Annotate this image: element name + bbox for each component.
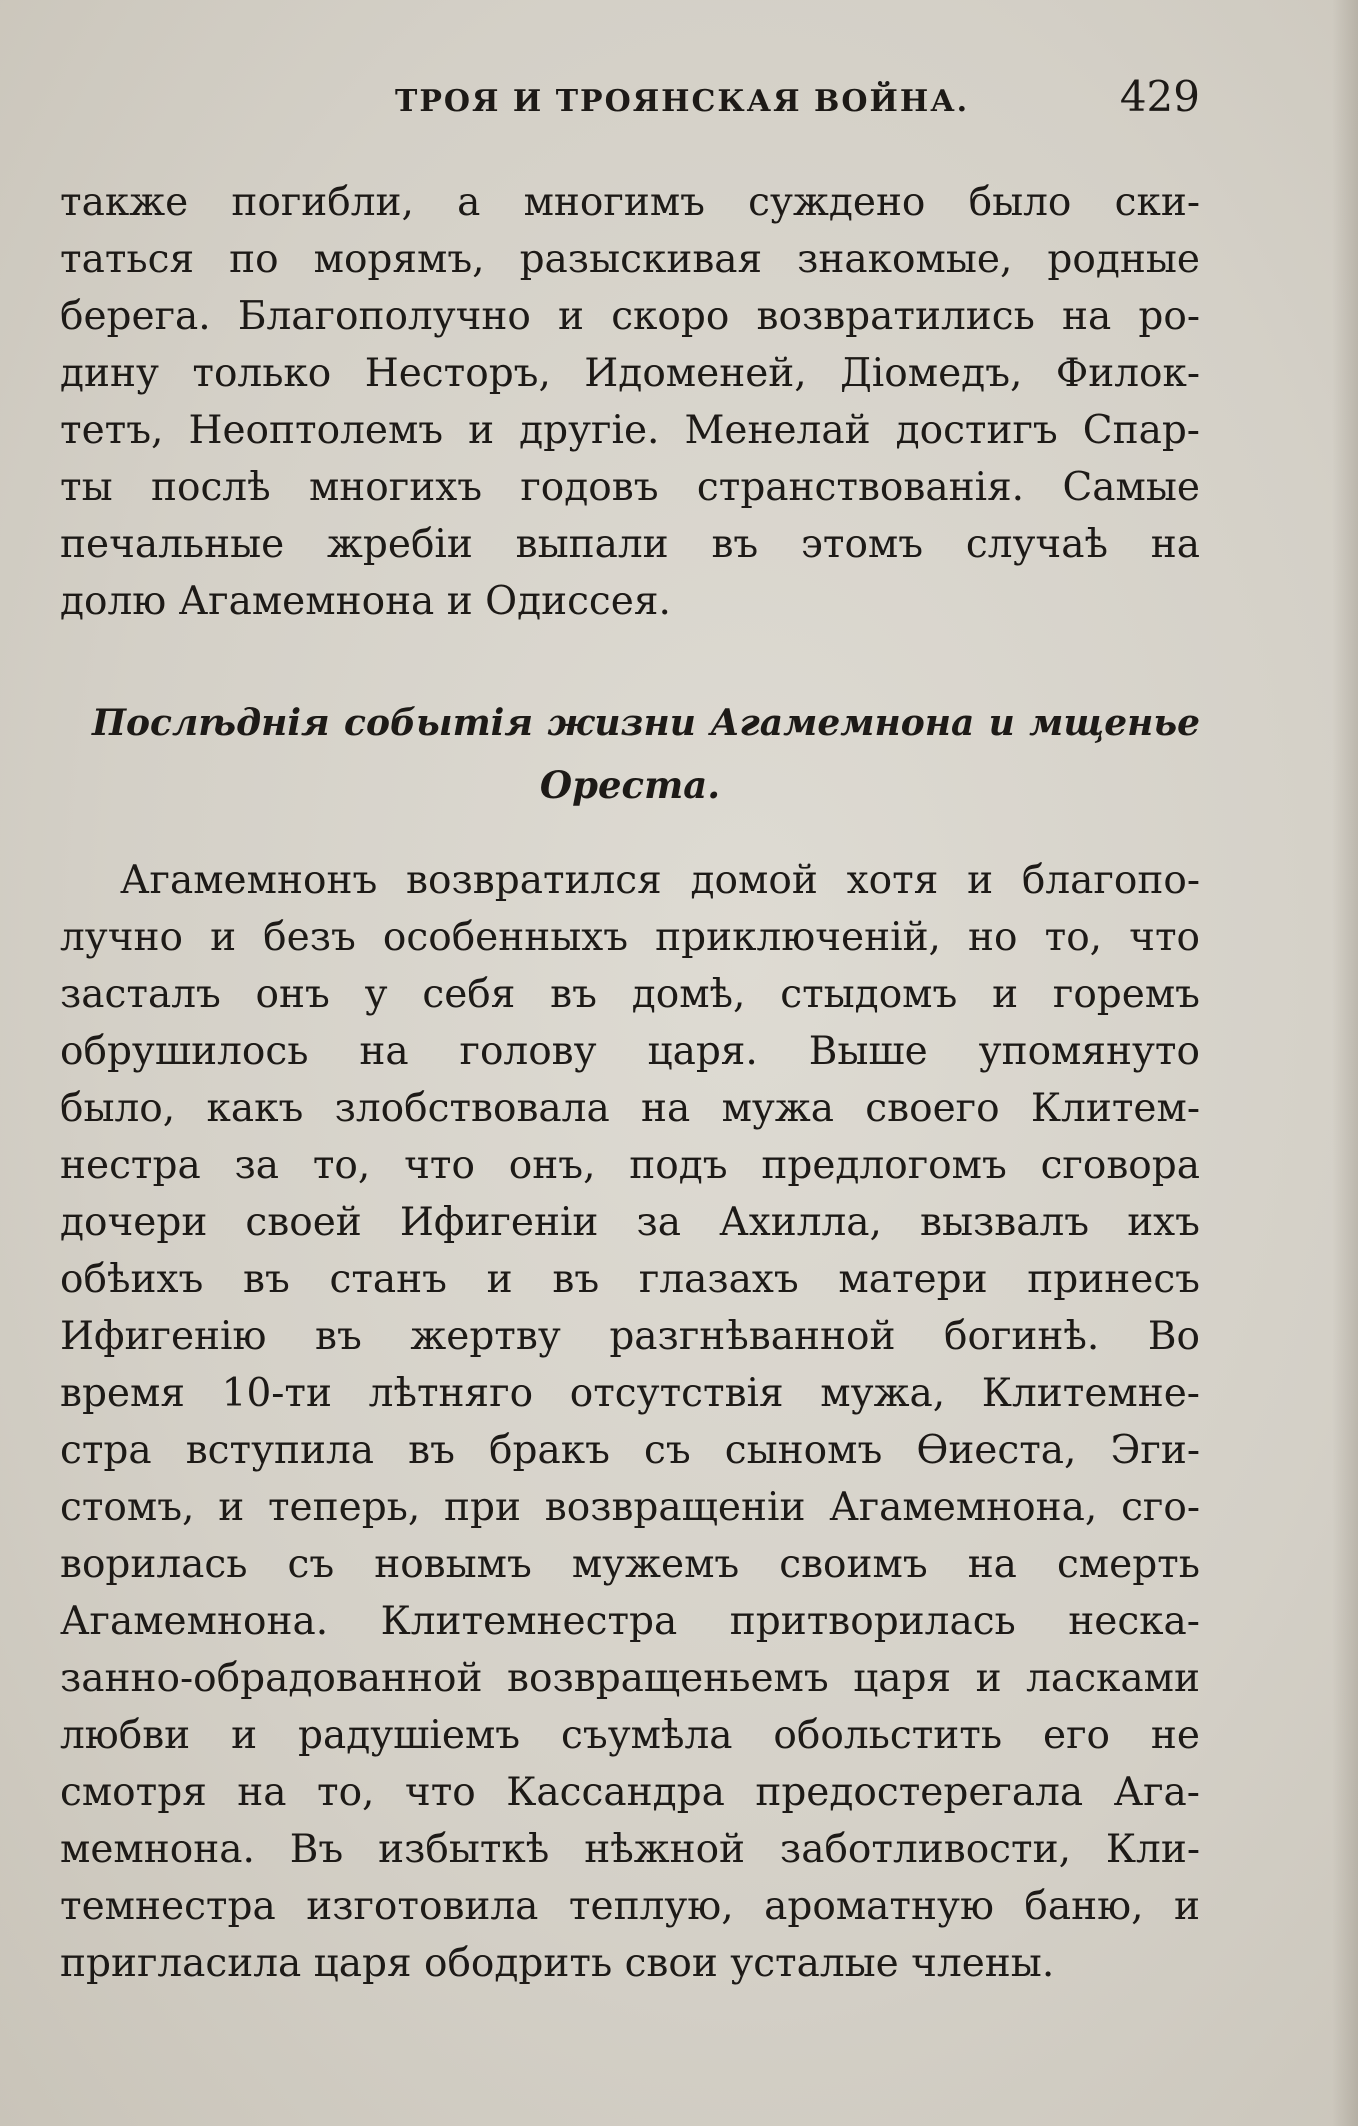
section-heading: [60, 692, 1200, 816]
section-heading-line: Ореста.: [539, 763, 721, 807]
running-title: ТРОЯ И ТРОЯНСКАЯ ВОЙНА.: [395, 84, 970, 119]
text-line: берега. Благополучно и скоро возвратились на ро-: [60, 294, 1200, 339]
text-line: смотря на то, что Кассандра предостерегала Ага-: [60, 1770, 1200, 1815]
paragraph-continuation: [60, 174, 1200, 630]
text-line: обрушилось на голову царя. Выше упомянуто: [60, 1029, 1200, 1074]
text-line: Ифигенію въ жертву разгнѣванной богинѣ. Во: [60, 1314, 1200, 1359]
text-line: дину только Несторъ, Идоменей, Діомедъ, Филок-: [60, 351, 1200, 396]
text-line: долю Агамемнона и Одиссея.: [60, 579, 671, 624]
section-heading-line: Послѣднія событія жизни Агамемнона и мщенье: [92, 702, 1200, 744]
text-line: засталъ онъ у себя въ домѣ, стыдомъ и горемъ: [60, 972, 1200, 1017]
page-edge-shadow: [1332, 0, 1358, 2126]
text-line: лучно и безъ особенныхъ приключеній, но то, что: [60, 915, 1200, 960]
paragraph-main: [60, 852, 1200, 1992]
text-line: занно-обрадованной возвращеньемъ царя и ласками: [60, 1656, 1200, 1701]
text-line: время 10-ти лѣтняго отсутствія мужа, Клитемне-: [60, 1371, 1200, 1416]
text-line: дочери своей Ифигеніи за Ахилла, вызвалъ ихъ: [60, 1200, 1200, 1245]
text-line: также погибли, а многимъ суждено было ски-: [60, 180, 1200, 225]
text-line: обѣихъ въ станъ и въ глазахъ матери принесъ: [60, 1257, 1200, 1302]
text-line: нестра за то, что онъ, подъ предлогомъ сговора: [60, 1143, 1200, 1188]
text-line: Агамемнонъ возвратился домой хотя и благопо-: [120, 858, 1200, 903]
text-line: стомъ, и теперь, при возвращеніи Агамемнона, сго-: [60, 1485, 1200, 1530]
text-line: темнестра изготовила теплую, ароматную баню, и: [60, 1884, 1200, 1929]
text-line: пригласила царя ободрить свои усталые члены.: [60, 1941, 1055, 1986]
text-line: было, какъ злобствовала на мужа своего Клитем-: [60, 1086, 1200, 1131]
text-line: тетъ, Неоптолемъ и другіе. Менелай достигъ Спар-: [60, 408, 1200, 453]
text-line: таться по морямъ, разыскивая знакомые, родные: [60, 237, 1200, 282]
text-line: Агамемнона. Клитемнестра притворилась неска-: [60, 1599, 1200, 1644]
page-header: [60, 72, 1200, 132]
text-line: мемнона. Въ избыткѣ нѣжной заботливости, Кли-: [60, 1827, 1200, 1872]
text-line: ворилась съ новымъ мужемъ своимъ на смерть: [60, 1542, 1200, 1587]
text-line: стра вступила въ бракъ съ сыномъ Ѳиеста, Эги-: [60, 1428, 1200, 1473]
text-line: печальные жребіи выпали въ этомъ случаѣ на: [60, 522, 1200, 567]
text-line: любви и радушіемъ съумѣла обольстить его не: [60, 1713, 1200, 1758]
page-number: 429: [1119, 72, 1200, 121]
text-line: ты послѣ многихъ годовъ странствованія. Самые: [60, 465, 1200, 510]
